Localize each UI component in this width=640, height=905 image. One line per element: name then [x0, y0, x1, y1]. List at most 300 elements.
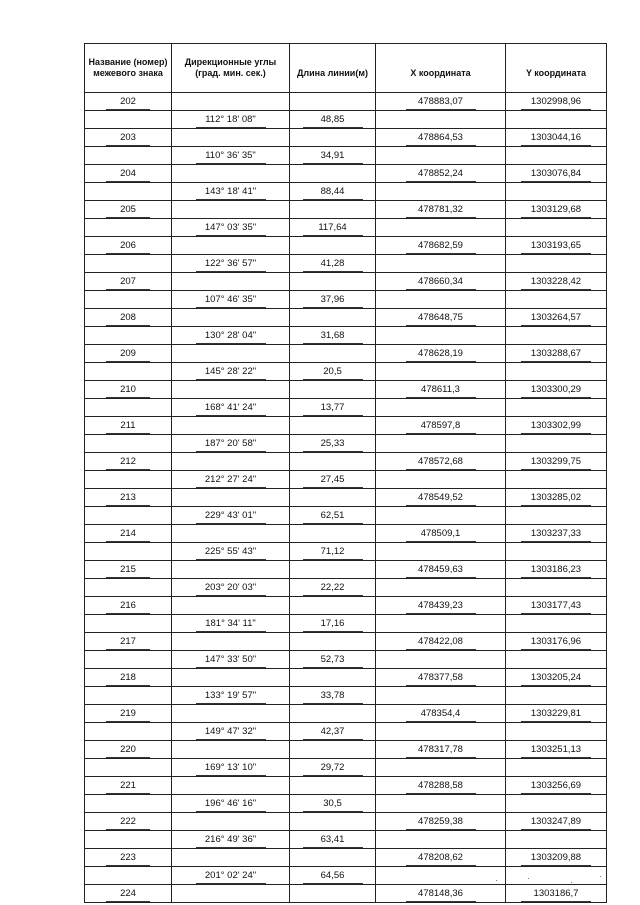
- y-coordinate-cell-text: 1302998,96: [521, 96, 591, 110]
- mark-name-cell-text: 208: [106, 312, 150, 326]
- direction-angle-cell-text: 143° 18' 41": [196, 186, 266, 200]
- point-row: [85, 597, 607, 615]
- y-coordinate-cell-text: 1303177,43: [521, 600, 591, 614]
- direction-angle-cell-text: 110° 36' 35": [196, 150, 266, 164]
- segment-row: [85, 291, 607, 309]
- point-row: [85, 345, 607, 363]
- y-coordinate-cell: [506, 561, 607, 579]
- empty-x-cell: [376, 327, 506, 345]
- x-coordinate-cell: [376, 525, 506, 543]
- line-length-cell-text: 20,5: [303, 366, 363, 380]
- boundary-marks-table: [84, 43, 607, 903]
- segment-row: [85, 507, 607, 525]
- line-length-cell-text: 29,72: [303, 762, 363, 776]
- point-row: [85, 237, 607, 255]
- y-coordinate-cell-text: 1303302,99: [521, 420, 591, 434]
- y-coordinate-cell: [506, 273, 607, 291]
- direction-angle-cell-text: 225° 55' 43": [196, 546, 266, 560]
- line-length-cell-text: 17,16: [303, 618, 363, 632]
- empty-angle-cell: [172, 885, 290, 903]
- mark-name-cell-text: 219: [106, 708, 150, 722]
- y-coordinate-cell: [506, 129, 607, 147]
- empty-y-cell: [506, 579, 607, 597]
- empty-angle-cell: [172, 309, 290, 327]
- empty-x-cell: [376, 111, 506, 129]
- y-coordinate-cell-text: 1303186,7: [521, 888, 591, 902]
- direction-angle-cell: [172, 867, 290, 885]
- direction-angle-cell-text: 107° 46' 35": [196, 294, 266, 308]
- empty-y-cell: [506, 183, 607, 201]
- empty-x-cell: [376, 435, 506, 453]
- table-body: [85, 93, 607, 903]
- point-row: [85, 777, 607, 795]
- empty-angle-cell: [172, 741, 290, 759]
- y-coordinate-cell: [506, 705, 607, 723]
- line-length-cell-text: 22,22: [303, 582, 363, 596]
- x-coordinate-cell-text: 478422,08: [406, 636, 476, 650]
- mark-name-cell-text: 216: [106, 600, 150, 614]
- x-coordinate-cell-text: 478628,19: [406, 348, 476, 362]
- y-coordinate-cell: [506, 201, 607, 219]
- empty-length-cell: [290, 309, 376, 327]
- segment-row: [85, 867, 607, 885]
- empty-angle-cell: [172, 489, 290, 507]
- point-row: [85, 525, 607, 543]
- x-coordinate-cell: [376, 669, 506, 687]
- empty-name-cell: [85, 615, 172, 633]
- line-length-cell: [290, 183, 376, 201]
- mark-name-cell: [85, 561, 172, 579]
- empty-y-cell: [506, 831, 607, 849]
- mark-name-cell-text: 213: [106, 492, 150, 506]
- empty-angle-cell: [172, 777, 290, 795]
- mark-name-cell: [85, 525, 172, 543]
- line-length-cell: [290, 831, 376, 849]
- line-length-cell-text: 30,5: [303, 798, 363, 812]
- empty-name-cell: [85, 327, 172, 345]
- segment-row: [85, 147, 607, 165]
- y-coordinate-cell: [506, 309, 607, 327]
- table-header-row: [85, 44, 607, 93]
- empty-x-cell: [376, 795, 506, 813]
- empty-name-cell: [85, 399, 172, 417]
- empty-angle-cell: [172, 165, 290, 183]
- empty-x-cell: [376, 183, 506, 201]
- x-coordinate-cell: [376, 93, 506, 111]
- empty-name-cell: [85, 111, 172, 129]
- direction-angle-cell: [172, 219, 290, 237]
- x-coordinate-cell: [376, 849, 506, 867]
- empty-name-cell: [85, 651, 172, 669]
- direction-angle-cell: [172, 579, 290, 597]
- y-coordinate-cell: [506, 597, 607, 615]
- direction-angle-cell-text: 122° 36' 57": [196, 258, 266, 272]
- empty-angle-cell: [172, 345, 290, 363]
- y-coordinate-cell-text: 1303288,67: [521, 348, 591, 362]
- mark-name-cell: [85, 273, 172, 291]
- line-length-cell: [290, 759, 376, 777]
- direction-angle-cell: [172, 471, 290, 489]
- empty-y-cell: [506, 147, 607, 165]
- line-length-cell-text: 63,41: [303, 834, 363, 848]
- x-coordinate-cell-text: 478611,3: [406, 384, 476, 398]
- y-coordinate-cell: [506, 525, 607, 543]
- direction-angle-cell: [172, 147, 290, 165]
- point-row: [85, 705, 607, 723]
- line-length-cell-text: 33,78: [303, 690, 363, 704]
- empty-x-cell: [376, 291, 506, 309]
- line-length-cell-text: 52,73: [303, 654, 363, 668]
- direction-angle-cell: [172, 291, 290, 309]
- segment-row: [85, 795, 607, 813]
- line-length-cell: [290, 435, 376, 453]
- empty-x-cell: [376, 615, 506, 633]
- empty-angle-cell: [172, 813, 290, 831]
- empty-y-cell: [506, 615, 607, 633]
- mark-name-cell: [85, 381, 172, 399]
- direction-angle-cell-text: 130° 28' 04": [196, 330, 266, 344]
- empty-y-cell: [506, 507, 607, 525]
- line-length-cell: [290, 291, 376, 309]
- line-length-cell-text: 62,51: [303, 510, 363, 524]
- empty-x-cell: [376, 543, 506, 561]
- mark-name-cell-text: 204: [106, 168, 150, 182]
- direction-angle-cell: [172, 795, 290, 813]
- empty-y-cell: [506, 543, 607, 561]
- direction-angle-cell: [172, 183, 290, 201]
- x-coordinate-cell-text: 478354,4: [406, 708, 476, 722]
- point-row: [85, 129, 607, 147]
- mark-name-cell: [85, 309, 172, 327]
- line-length-cell-text: 27,45: [303, 474, 363, 488]
- segment-row: [85, 183, 607, 201]
- header-x-coordinate: X координата: [376, 44, 506, 93]
- segment-row: [85, 363, 607, 381]
- x-coordinate-cell: [376, 885, 506, 903]
- point-row: [85, 813, 607, 831]
- x-coordinate-cell: [376, 201, 506, 219]
- y-coordinate-cell-text: 1303300,29: [521, 384, 591, 398]
- empty-x-cell: [376, 651, 506, 669]
- x-coordinate-cell: [376, 777, 506, 795]
- y-coordinate-cell: [506, 417, 607, 435]
- direction-angle-cell: [172, 831, 290, 849]
- header-line-length: Длина линии(м): [290, 44, 376, 93]
- empty-length-cell: [290, 525, 376, 543]
- x-coordinate-cell-text: 478597,8: [406, 420, 476, 434]
- x-coordinate-cell: [376, 129, 506, 147]
- empty-x-cell: [376, 831, 506, 849]
- empty-y-cell: [506, 255, 607, 273]
- empty-name-cell: [85, 579, 172, 597]
- empty-length-cell: [290, 201, 376, 219]
- empty-angle-cell: [172, 453, 290, 471]
- empty-length-cell: [290, 129, 376, 147]
- x-coordinate-cell: [376, 813, 506, 831]
- empty-name-cell: [85, 795, 172, 813]
- direction-angle-cell: [172, 327, 290, 345]
- empty-angle-cell: [172, 201, 290, 219]
- empty-name-cell: [85, 759, 172, 777]
- empty-x-cell: [376, 363, 506, 381]
- mark-name-cell: [85, 741, 172, 759]
- x-coordinate-cell-text: 478852,24: [406, 168, 476, 182]
- x-coordinate-cell: [376, 561, 506, 579]
- mark-name-cell-text: 218: [106, 672, 150, 686]
- empty-length-cell: [290, 741, 376, 759]
- empty-angle-cell: [172, 525, 290, 543]
- x-coordinate-cell: [376, 309, 506, 327]
- y-coordinate-cell-text: 1303176,96: [521, 636, 591, 650]
- empty-y-cell: [506, 327, 607, 345]
- line-length-cell-text: 42,37: [303, 726, 363, 740]
- direction-angle-cell-text: 147° 33' 50": [196, 654, 266, 668]
- empty-angle-cell: [172, 273, 290, 291]
- empty-x-cell: [376, 255, 506, 273]
- point-row: [85, 417, 607, 435]
- segment-row: [85, 399, 607, 417]
- scan-speck: [496, 880, 497, 881]
- empty-name-cell: [85, 291, 172, 309]
- mark-name-cell-text: 202: [106, 96, 150, 110]
- empty-name-cell: [85, 507, 172, 525]
- segment-row: [85, 687, 607, 705]
- mark-name-cell: [85, 849, 172, 867]
- empty-length-cell: [290, 849, 376, 867]
- x-coordinate-cell: [376, 705, 506, 723]
- empty-name-cell: [85, 435, 172, 453]
- direction-angle-cell-text: 203° 20' 03": [196, 582, 266, 596]
- segment-row: [85, 327, 607, 345]
- segment-row: [85, 255, 607, 273]
- empty-length-cell: [290, 597, 376, 615]
- direction-angle-cell-text: 169° 13' 10": [196, 762, 266, 776]
- y-coordinate-cell-text: 1303209,88: [521, 852, 591, 866]
- empty-y-cell: [506, 795, 607, 813]
- point-row: [85, 741, 607, 759]
- empty-y-cell: [506, 219, 607, 237]
- y-coordinate-cell: [506, 165, 607, 183]
- empty-x-cell: [376, 687, 506, 705]
- empty-y-cell: [506, 759, 607, 777]
- direction-angle-cell: [172, 507, 290, 525]
- mark-name-cell-text: 203: [106, 132, 150, 146]
- segment-row: [85, 831, 607, 849]
- empty-name-cell: [85, 471, 172, 489]
- direction-angle-cell-text: 181° 34' 11": [196, 618, 266, 632]
- direction-angle-cell-text: 201° 02' 24": [196, 870, 266, 884]
- empty-angle-cell: [172, 93, 290, 111]
- empty-name-cell: [85, 543, 172, 561]
- x-coordinate-cell: [376, 453, 506, 471]
- direction-angle-cell-text: 216° 49' 36": [196, 834, 266, 848]
- direction-angle-cell-text: 187° 20' 58": [196, 438, 266, 452]
- x-coordinate-cell: [376, 633, 506, 651]
- empty-y-cell: [506, 399, 607, 417]
- direction-angle-cell: [172, 759, 290, 777]
- empty-y-cell: [506, 651, 607, 669]
- segment-row: [85, 543, 607, 561]
- y-coordinate-cell-text: 1303229,81: [521, 708, 591, 722]
- empty-y-cell: [506, 687, 607, 705]
- y-coordinate-cell: [506, 885, 607, 903]
- line-length-cell: [290, 867, 376, 885]
- mark-name-cell-text: 224: [106, 888, 150, 902]
- direction-angle-cell-text: 133° 19' 57": [196, 690, 266, 704]
- line-length-cell: [290, 147, 376, 165]
- direction-angle-cell: [172, 435, 290, 453]
- y-coordinate-cell-text: 1303228,42: [521, 276, 591, 290]
- mark-name-cell: [85, 597, 172, 615]
- line-length-cell: [290, 795, 376, 813]
- segment-row: [85, 651, 607, 669]
- empty-length-cell: [290, 237, 376, 255]
- x-coordinate-cell-text: 478572,68: [406, 456, 476, 470]
- empty-x-cell: [376, 147, 506, 165]
- point-row: [85, 453, 607, 471]
- y-coordinate-cell: [506, 453, 607, 471]
- x-coordinate-cell-text: 478259,38: [406, 816, 476, 830]
- x-coordinate-cell-text: 478682,59: [406, 240, 476, 254]
- x-coordinate-cell: [376, 345, 506, 363]
- segment-row: [85, 111, 607, 129]
- empty-angle-cell: [172, 669, 290, 687]
- mark-name-cell-text: 223: [106, 852, 150, 866]
- empty-x-cell: [376, 399, 506, 417]
- point-row: [85, 201, 607, 219]
- empty-name-cell: [85, 363, 172, 381]
- point-row: [85, 165, 607, 183]
- empty-length-cell: [290, 777, 376, 795]
- mark-name-cell: [85, 669, 172, 687]
- empty-x-cell: [376, 471, 506, 489]
- line-length-cell: [290, 255, 376, 273]
- direction-angle-cell: [172, 723, 290, 741]
- direction-angle-cell: [172, 651, 290, 669]
- line-length-cell-text: 25,33: [303, 438, 363, 452]
- mark-name-cell: [85, 777, 172, 795]
- empty-x-cell: [376, 759, 506, 777]
- point-row: [85, 633, 607, 651]
- segment-row: [85, 435, 607, 453]
- empty-length-cell: [290, 813, 376, 831]
- x-coordinate-cell-text: 478648,75: [406, 312, 476, 326]
- empty-length-cell: [290, 273, 376, 291]
- segment-row: [85, 759, 607, 777]
- line-length-cell-text: 64,56: [303, 870, 363, 884]
- y-coordinate-cell: [506, 633, 607, 651]
- empty-angle-cell: [172, 129, 290, 147]
- mark-name-cell-text: 207: [106, 276, 150, 290]
- segment-row: [85, 615, 607, 633]
- empty-length-cell: [290, 345, 376, 363]
- mark-name-cell-text: 221: [106, 780, 150, 794]
- header-mark-name: Название (номер) межевого знака: [85, 44, 172, 93]
- mark-name-cell-text: 212: [106, 456, 150, 470]
- y-coordinate-cell: [506, 489, 607, 507]
- empty-name-cell: [85, 255, 172, 273]
- empty-name-cell: [85, 147, 172, 165]
- y-coordinate-cell-text: 1303285,02: [521, 492, 591, 506]
- point-row: [85, 489, 607, 507]
- point-row: [85, 849, 607, 867]
- direction-angle-cell-text: 229° 43' 01": [196, 510, 266, 524]
- y-coordinate-cell: [506, 237, 607, 255]
- direction-angle-cell: [172, 399, 290, 417]
- line-length-cell: [290, 507, 376, 525]
- line-length-cell-text: 31,68: [303, 330, 363, 344]
- empty-angle-cell: [172, 597, 290, 615]
- x-coordinate-cell: [376, 741, 506, 759]
- empty-name-cell: [85, 867, 172, 885]
- x-coordinate-cell-text: 478883,07: [406, 96, 476, 110]
- y-coordinate-cell: [506, 741, 607, 759]
- line-length-cell-text: 13,77: [303, 402, 363, 416]
- x-coordinate-cell-text: 478781,32: [406, 204, 476, 218]
- x-coordinate-cell-text: 478317,78: [406, 744, 476, 758]
- x-coordinate-cell: [376, 237, 506, 255]
- empty-length-cell: [290, 417, 376, 435]
- line-length-cell-text: 41,28: [303, 258, 363, 272]
- empty-length-cell: [290, 705, 376, 723]
- scan-speck: [528, 878, 529, 879]
- mark-name-cell: [85, 417, 172, 435]
- direction-angle-cell-text: 112° 18' 08": [196, 114, 266, 128]
- segment-row: [85, 723, 607, 741]
- line-length-cell-text: 88,44: [303, 186, 363, 200]
- mark-name-cell: [85, 165, 172, 183]
- mark-name-cell: [85, 453, 172, 471]
- empty-y-cell: [506, 363, 607, 381]
- empty-angle-cell: [172, 561, 290, 579]
- direction-angle-cell: [172, 255, 290, 273]
- y-coordinate-cell-text: 1303186,23: [521, 564, 591, 578]
- mark-name-cell-text: 205: [106, 204, 150, 218]
- direction-angle-cell-text: 147° 03' 35": [196, 222, 266, 236]
- header-direction-angle: Дирекционные углы (град. мин. сек.): [172, 44, 290, 93]
- line-length-cell-text: 37,96: [303, 294, 363, 308]
- empty-x-cell: [376, 219, 506, 237]
- y-coordinate-cell-text: 1303251,13: [521, 744, 591, 758]
- x-coordinate-cell-text: 478509,1: [406, 528, 476, 542]
- mark-name-cell-text: 215: [106, 564, 150, 578]
- x-coordinate-cell-text: 478439,23: [406, 600, 476, 614]
- mark-name-cell-text: 217: [106, 636, 150, 650]
- x-coordinate-cell: [376, 489, 506, 507]
- mark-name-cell-text: 222: [106, 816, 150, 830]
- direction-angle-cell: [172, 111, 290, 129]
- x-coordinate-cell-text: 478459,63: [406, 564, 476, 578]
- point-row: [85, 93, 607, 111]
- mark-name-cell: [85, 489, 172, 507]
- mark-name-cell-text: 220: [106, 744, 150, 758]
- line-length-cell-text: 117,64: [303, 222, 363, 236]
- empty-name-cell: [85, 687, 172, 705]
- direction-angle-cell: [172, 615, 290, 633]
- x-coordinate-cell-text: 478288,58: [406, 780, 476, 794]
- mark-name-cell-text: 211: [106, 420, 150, 434]
- direction-angle-cell-text: 145° 28' 22": [196, 366, 266, 380]
- empty-angle-cell: [172, 237, 290, 255]
- mark-name-cell-text: 209: [106, 348, 150, 362]
- empty-length-cell: [290, 381, 376, 399]
- x-coordinate-cell-text: 478549,52: [406, 492, 476, 506]
- empty-name-cell: [85, 831, 172, 849]
- scan-speck: [571, 882, 572, 883]
- mark-name-cell: [85, 345, 172, 363]
- line-length-cell: [290, 615, 376, 633]
- line-length-cell: [290, 363, 376, 381]
